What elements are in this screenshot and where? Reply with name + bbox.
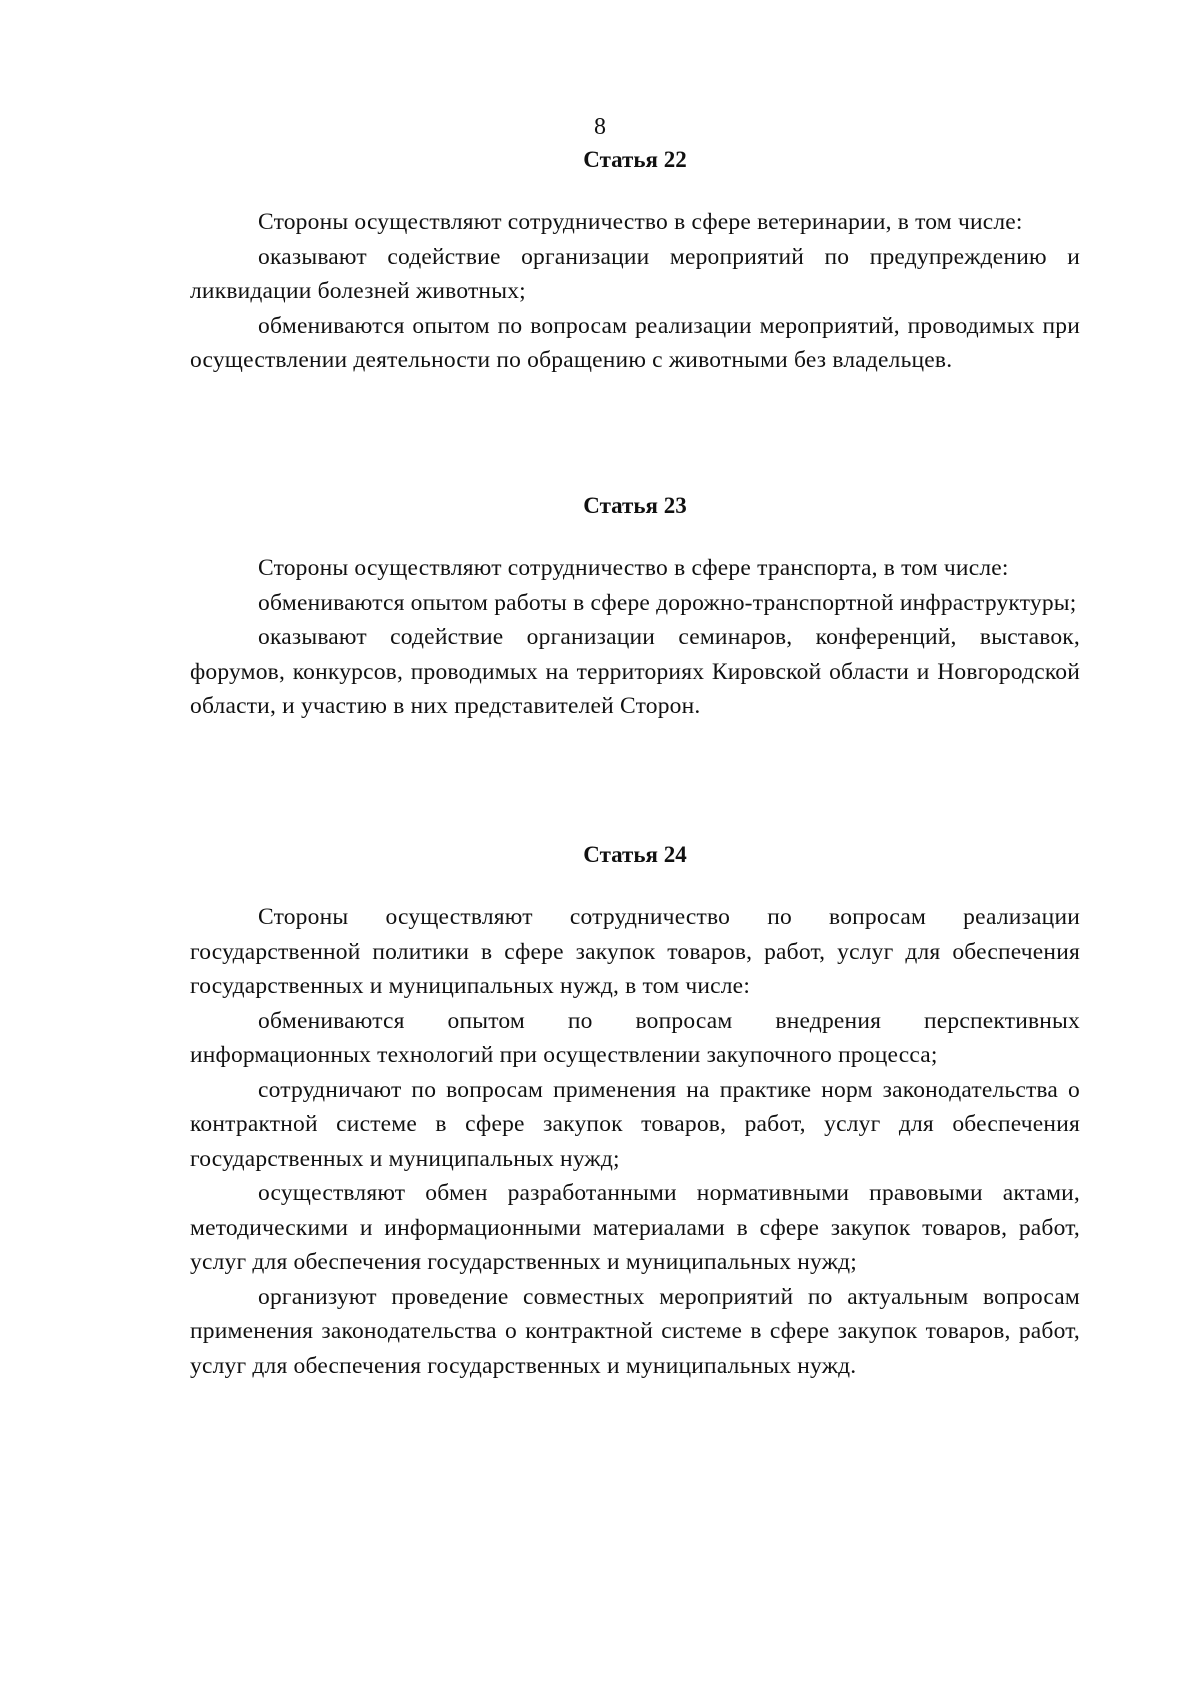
- article-paragraph: Стороны осуществляют сотрудничество в сфере ветеринарии, в том числе:: [258, 209, 1023, 235]
- article-paragraph: Стороны осуществляют сотрудничество в сфере транспорта, в том числе:: [258, 555, 1009, 581]
- article-body: [190, 900, 1080, 1383]
- page-number: 8: [594, 114, 606, 140]
- article-paragraph: обмениваются опытом по вопросам реализации мероприятий, проводимых при осуществлении деятельности по обращению с животными без владельцев.: [190, 312, 1080, 373]
- article-paragraph: обмениваются опытом по вопросам внедрения перспективных информационных технологий при осуществлении закупочного процесса;: [190, 1007, 1080, 1068]
- article-paragraph: сотрудничают по вопросам применения на практике норм законодательства о контрактной системе в сфере закупок товаров, работ, услуг для обеспечения государственных и муниципальных нужд;: [190, 1076, 1080, 1172]
- article-24: [190, 840, 1080, 1383]
- article-23: [190, 491, 1080, 724]
- article-title: Статья 24: [583, 842, 687, 867]
- article-paragraph: Стороны осуществляют сотрудничество по вопросам реализации государственной политики в сфере закупок товаров, работ, услуг для обеспечения государственных и муниципальных нужд, в том числе:: [190, 904, 1080, 999]
- article-body: [190, 205, 1080, 378]
- article-title: Статья 23: [583, 493, 687, 518]
- article-paragraph: оказывают содействие организации мероприятий по предупреждению и ликвидации болезней животных;: [190, 243, 1080, 304]
- article-paragraph: организуют проведение совместных мероприятий по актуальным вопросам применения законодательства о контрактной системе в сфере закупок товаров, работ, услуг для обеспечения государственных и муниципальных нужд.: [190, 1283, 1080, 1379]
- article-paragraph: обмениваются опытом работы в сфере дорожно-транспортной инфраструктуры;: [258, 589, 1077, 616]
- article-paragraph: осуществляют обмен разработанными нормативными правовыми актами, методическими и информационными материалами в сфере закупок товаров, работ, услуг для обеспечения государственных и муниципальных нужд;: [190, 1180, 1080, 1275]
- article-title: Статья 22: [583, 147, 687, 172]
- article-paragraph: оказывают содействие организации семинаров, конференций, выставок, форумов, конкурсов, проводимых на территориях Кировской области и Новгородской области, и участию в них представителей Сторон.: [190, 624, 1080, 719]
- article-body: [190, 551, 1080, 724]
- article-22: [190, 145, 1080, 378]
